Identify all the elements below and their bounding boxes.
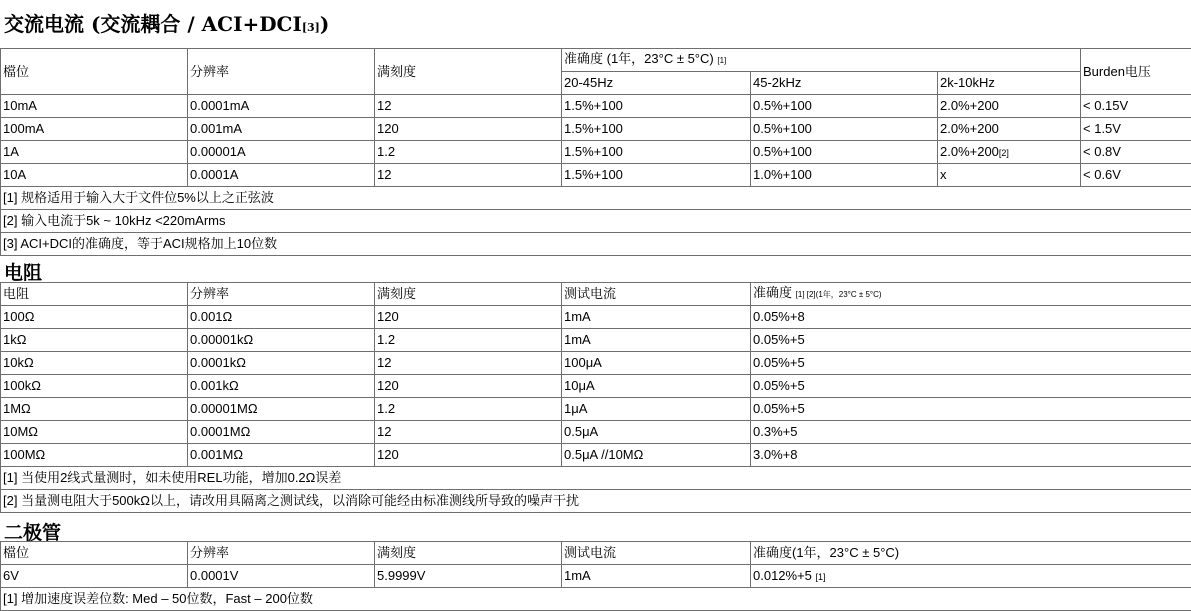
res-res: 0.001Ω — [188, 306, 375, 329]
res-header-row — [1, 283, 1191, 306]
table-row — [1, 118, 1191, 141]
ac-res: 0.001mA — [188, 118, 375, 141]
res-range: 1kΩ — [1, 329, 188, 352]
res-cur: 0.5μA — [562, 421, 751, 444]
res-acc: 0.05%+5 — [751, 398, 1191, 421]
ac-full: 120 — [375, 118, 562, 141]
res-full: 120 — [375, 444, 562, 467]
ac-header-f2: 45-2kHz — [751, 72, 938, 95]
ac-header-full-scale: 满刻度 — [375, 49, 562, 95]
res-res: 0.001kΩ — [188, 375, 375, 398]
res-header-accuracy — [751, 283, 1191, 306]
table-row — [1, 421, 1191, 444]
diode-header-resolution: 分辨率 — [188, 542, 375, 565]
res-acc: 0.05%+8 — [751, 306, 1191, 329]
ac-table — [0, 48, 1191, 256]
diode-acc-ref: [1] — [816, 572, 826, 582]
ac-burden: < 0.8V — [1081, 141, 1191, 164]
res-range: 100kΩ — [1, 375, 188, 398]
ac-range: 100mA — [1, 118, 188, 141]
ac-burden: < 0.6V — [1081, 164, 1191, 187]
res-res: 0.0001kΩ — [188, 352, 375, 375]
ac-a1: 1.5%+100 — [562, 95, 751, 118]
diode-header-range: 檔位 — [1, 542, 188, 565]
ac-a2: 0.5%+100 — [751, 118, 938, 141]
res-range: 100MΩ — [1, 444, 188, 467]
res-full: 12 — [375, 352, 562, 375]
diode-acc-cell — [751, 565, 1191, 588]
diode-header-accuracy: 准确度(1年，23°C ± 5°C) — [751, 542, 1191, 565]
res-acc: 3.0%+8 — [751, 444, 1191, 467]
res-range: 10MΩ — [1, 421, 188, 444]
ac-header-burden: Burden电压 — [1081, 49, 1191, 95]
ac-note: [3] ACI+DCI的准确度，等于ACI规格加上10位数 — [1, 233, 1191, 256]
ac-full: 12 — [375, 95, 562, 118]
ac-a1: 1.5%+100 — [562, 118, 751, 141]
table-row — [1, 444, 1191, 467]
table-row — [1, 164, 1191, 187]
resistance-table — [0, 282, 1191, 513]
table-row — [1, 329, 1191, 352]
res-full: 12 — [375, 421, 562, 444]
diode-header-current: 测试电流 — [562, 542, 751, 565]
table-row — [1, 398, 1191, 421]
ac-a1: 1.5%+100 — [562, 141, 751, 164]
ac-title-ref: [3] — [302, 21, 320, 34]
res-full: 1.2 — [375, 398, 562, 421]
res-cur: 1mA — [562, 329, 751, 352]
note-row — [1, 187, 1191, 210]
ac-header-accuracy — [562, 49, 1081, 72]
ac-a3-ref: [2] — [999, 148, 1009, 158]
res-res: 0.001MΩ — [188, 444, 375, 467]
res-full: 1.2 — [375, 329, 562, 352]
res-res: 0.00001MΩ — [188, 398, 375, 421]
table-row — [1, 375, 1191, 398]
res-cur: 1μA — [562, 398, 751, 421]
ac-res: 0.00001A — [188, 141, 375, 164]
res-acc: 0.05%+5 — [751, 329, 1191, 352]
res-range: 10kΩ — [1, 352, 188, 375]
table-row — [1, 95, 1191, 118]
res-acc: 0.05%+5 — [751, 375, 1191, 398]
diode-range: 6V — [1, 565, 188, 588]
ac-a3: 2.0%+200 — [938, 95, 1081, 118]
ac-a1: 1.5%+100 — [562, 164, 751, 187]
ac-a2: 1.0%+100 — [751, 164, 938, 187]
res-full: 120 — [375, 375, 562, 398]
res-cur: 10μA — [562, 375, 751, 398]
diode-table — [0, 541, 1191, 611]
ac-range: 1A — [1, 141, 188, 164]
ac-header-range: 檔位 — [1, 49, 188, 95]
res-range: 100Ω — [1, 306, 188, 329]
res-acc: 0.3%+5 — [751, 421, 1191, 444]
ac-header-resolution: 分辨率 — [188, 49, 375, 95]
diode-title: 二极管 — [4, 518, 61, 545]
ac-accuracy-ref: [1] — [717, 56, 726, 65]
ac-a3: 2.0%+200 — [938, 118, 1081, 141]
diode-acc: 0.012%+5 — [753, 568, 812, 583]
table-row — [1, 141, 1191, 164]
res-acc: 0.05%+5 — [751, 352, 1191, 375]
res-range: 1MΩ — [1, 398, 188, 421]
ac-a2: 0.5%+100 — [751, 95, 938, 118]
ac-burden: < 1.5V — [1081, 118, 1191, 141]
res-cur: 0.5μA //10MΩ — [562, 444, 751, 467]
ac-accuracy-label: 准确度 (1年，23°C ± 5°C) — [564, 51, 714, 66]
ac-header-row — [1, 49, 1191, 72]
diode-full: 5.9999V — [375, 565, 562, 588]
note-row — [1, 588, 1191, 611]
ac-a3-cell — [938, 141, 1081, 164]
res-res: 0.0001MΩ — [188, 421, 375, 444]
res-cur: 100μA — [562, 352, 751, 375]
res-full: 120 — [375, 306, 562, 329]
note-row — [1, 490, 1191, 513]
ac-res: 0.0001A — [188, 164, 375, 187]
ac-note: [1] 规格适用于输入大于文件位5%以上之正弦波 — [1, 187, 1191, 210]
table-row — [1, 565, 1191, 588]
ac-title — [4, 8, 329, 37]
note-row — [1, 467, 1191, 490]
ac-header-f3: 2k-10kHz — [938, 72, 1081, 95]
res-note: [1] 当使用2线式量测时，如未使用REL功能，增加0.2Ω误差 — [1, 467, 1191, 490]
table-row — [1, 352, 1191, 375]
diode-note: [1] 增加速度误差位数: Med – 50位数，Fast – 200位数 — [1, 588, 1191, 611]
table-row — [1, 306, 1191, 329]
note-row — [1, 210, 1191, 233]
res-header-current: 测试电流 — [562, 283, 751, 306]
diode-header-row — [1, 542, 1191, 565]
note-row — [1, 233, 1191, 256]
diode-res: 0.0001V — [188, 565, 375, 588]
diode-header-full-scale: 满刻度 — [375, 542, 562, 565]
ac-title-end: ) — [320, 12, 329, 36]
resistance-title: 电阻 — [4, 258, 42, 285]
res-header-full-scale: 满刻度 — [375, 283, 562, 306]
diode-cur: 1mA — [562, 565, 751, 588]
res-accuracy-label: 准确度 — [753, 285, 792, 300]
ac-full: 12 — [375, 164, 562, 187]
res-cur: 1mA — [562, 306, 751, 329]
ac-range: 10mA — [1, 95, 188, 118]
res-accuracy-ref: [1] [2](1年，23°C ± 5°C) — [796, 290, 882, 299]
ac-a2: 0.5%+100 — [751, 141, 938, 164]
res-header-resolution: 分辨率 — [188, 283, 375, 306]
res-note: [2] 当量测电阻大于500kΩ以上，请改用具隔离之测试线，以消除可能经由标准测线所导致的噪声干扰 — [1, 490, 1191, 513]
ac-note: [2] 输入电流于5k ~ 10kHz <220mArms — [1, 210, 1191, 233]
ac-header-f1: 20-45Hz — [562, 72, 751, 95]
res-res: 0.00001kΩ — [188, 329, 375, 352]
ac-a3: x — [938, 164, 1081, 187]
ac-title-text: 交流电流 (交流耦合 / ACI+DCI — [4, 12, 302, 36]
res-header-range: 电阻 — [1, 283, 188, 306]
ac-res: 0.0001mA — [188, 95, 375, 118]
ac-burden: < 0.15V — [1081, 95, 1191, 118]
ac-a3: 2.0%+200 — [940, 144, 999, 159]
ac-range: 10A — [1, 164, 188, 187]
ac-full: 1.2 — [375, 141, 562, 164]
